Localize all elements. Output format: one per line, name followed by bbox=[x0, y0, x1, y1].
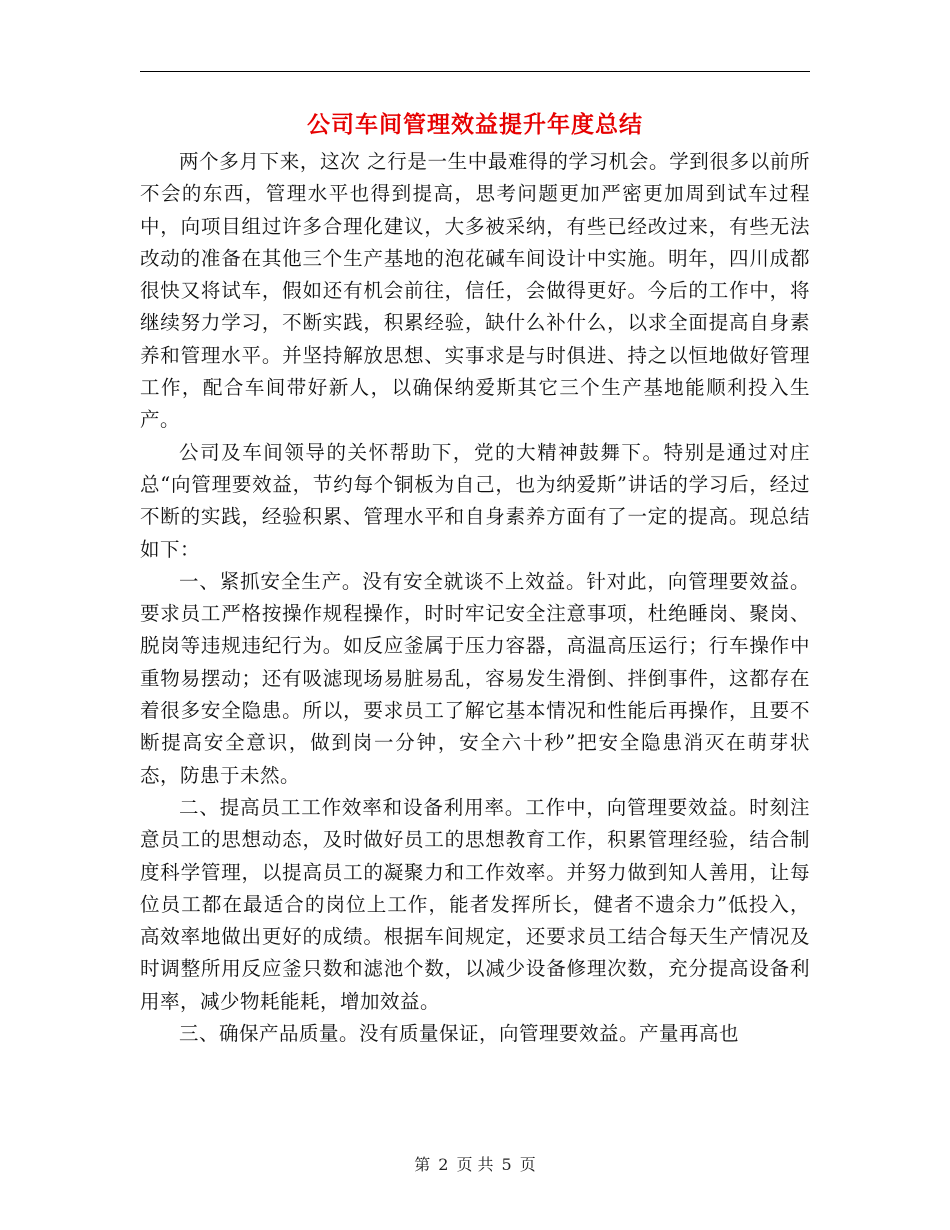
header-rule bbox=[140, 71, 810, 72]
page-number: 2 bbox=[438, 1155, 449, 1174]
paragraph: 二、提高员工工作效率和设备利用率。工作中，向管理要效益。时刻注意员工的思想动态，及时做好员工的思想教育工作，积累管理经验，结合制度科学管理，以提高员工的凝聚力和工作效率。并努力做到知人善用，让每位员工都在最适合的岗位上工作，能者发挥所长，健者不遗余力”低投入，高效率地做出更好的成绩。根据车间规定，还要求员工结合每天生产情况及时调整所用反应釜只数和滤池个数，以减少设备修理次数，充分提高设备利用率，减少物耗能耗，增加效益。 bbox=[140, 795, 810, 1013]
document-title: 公司车间管理效益提升年度总结 bbox=[307, 111, 643, 138]
footer-middle: 页 共 bbox=[456, 1155, 494, 1174]
paragraph: 公司及车间领导的关怀帮助下，党的大精神鼓舞下。特别是通过对庄总“向管理要效益，节约每个铜板为自己，也为纳爱斯”讲话的学习后，经过不断的实践，经验积累、管理水平和自身素养方面有了一定的提高。现总结如下： bbox=[140, 440, 810, 561]
footer-prefix: 第 bbox=[414, 1155, 431, 1174]
paragraph: 三、确保产品质量。没有质量保证，向管理要效益。产量再高也 bbox=[179, 1022, 740, 1046]
page-footer bbox=[0, 1155, 950, 1175]
page-total: 5 bbox=[501, 1155, 512, 1174]
paragraph: 两个多月下来，这次 之行是一生中最难得的学习机会。学到很多以前所不会的东西，管理水平也得到提高，思考问题更加严密更加周到试车过程中，向项目组过许多合理化建议，大多被采纳，有些已经改过来，有些无法改动的准备在其他三个生产基地的泡花碱车间设计中实施。明年，四川成都很快又将试车，假如还有机会前往，信任，会做得更好。今后的工作中，将继续努力学习，不断实践，积累经验，缺什么补什么，以求全面提高自身素养和管理水平。并坚持解放思想、实事求是与时俱进、持之以恒地做好管理工作，配合车间带好新人，以确保纳爱斯其它三个生产基地能顺利投入生产。 bbox=[140, 150, 810, 432]
paragraph: 一、紧抓安全生产。没有安全就谈不上效益。针对此，向管理要效益。要求员工严格按操作规程操作，时时牢记安全注意事项，杜绝睡岗、聚岗、脱岗等违规违纪行为。如反应釜属于压力容器，高温高压运行；行车操作中重物易摆动；还有吸滤现场易脏易乱，容易发生滑倒、拌倒事件，这都存在着很多安全隐患。所以，要求员工了解它基本情况和性能后再操作，且要不断提高安全意识，做到岗一分钟，安全六十秒”把安全隐患消灭在萌芽状态，防患于未然。 bbox=[140, 569, 810, 787]
footer-suffix: 页 bbox=[519, 1155, 536, 1174]
document-body bbox=[140, 146, 810, 1050]
